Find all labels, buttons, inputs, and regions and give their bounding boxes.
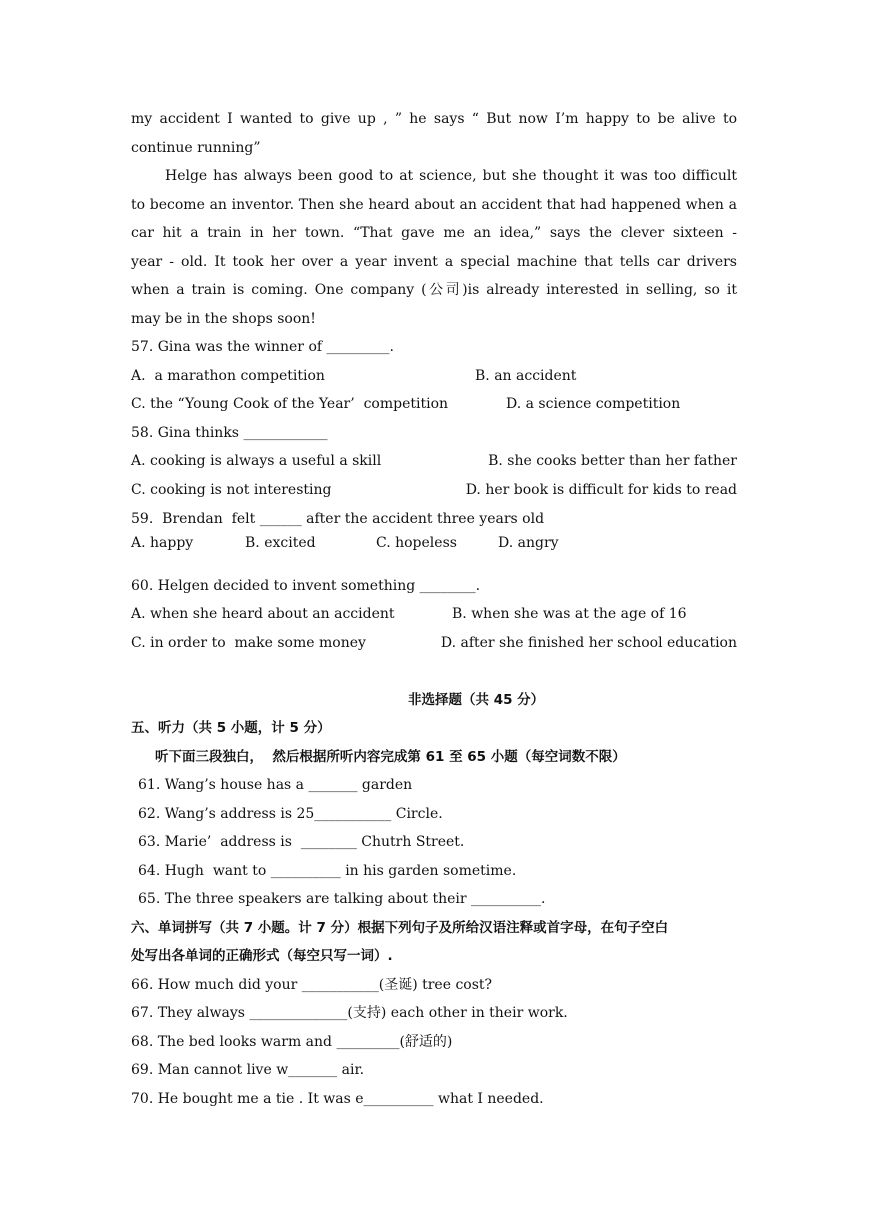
question-58-stem: 58. Gina thinks ____________	[131, 425, 328, 441]
question-58-option-c: C. cooking is not interesting	[131, 482, 332, 498]
listening-item-65: 65. The three speakers are talking about their __________.	[138, 891, 546, 907]
passage-line: my accident I wanted to give up , ” he says “ But now I’m happy to be alive to	[131, 111, 737, 127]
spelling-item-66: 66. How much did your ___________(圣诞) tree cost?	[131, 977, 493, 993]
question-59-option-b: B. excited	[245, 535, 316, 551]
question-60-option-a: A. when she heard about an accident	[131, 606, 395, 622]
passage-line: Helge has always been good to at science, but she thought it was too difficult	[165, 168, 737, 184]
spelling-item-69: 69. Man cannot live w_______ air.	[131, 1062, 365, 1078]
passage-line: to become an inventor. Then she heard about an accident that had happened when a	[131, 197, 737, 213]
listening-item-61: 61. Wang’s house has a _______ garden	[138, 777, 413, 793]
listening-instruction: 听下面三段独白， 然后根据所听内容完成第 61 至 65 小题（每空词数不限）	[155, 749, 626, 765]
passage-line: car hit a train in her town. “That gave me an idea,” says the clever sixteen -	[131, 225, 737, 241]
section-title-nonchoice: 非选择题（共 45 分）	[408, 692, 545, 708]
question-58-option-d: D. her book is difficult for kids to read	[465, 482, 737, 498]
spelling-heading: 六、单词拼写（共 7 小题。计 7 分）根据下列句子及所给汉语注释或首字母，在句子空白	[131, 920, 669, 936]
spelling-heading-cont: 处写出各单词的正确形式（每空只写一词）.	[131, 948, 393, 964]
passage-line: continue running”	[131, 140, 261, 156]
question-57-option-b: B. an accident	[475, 368, 577, 384]
question-57-option-c: C. the “Young Cook of the Year’ competition	[131, 396, 449, 412]
spelling-item-68: 68. The bed looks warm and _________(舒适的)	[131, 1034, 453, 1050]
question-57-option-d: D. a science competition	[506, 396, 681, 412]
listening-heading: 五、听力（共 5 小题，计 5 分）	[131, 720, 331, 736]
listening-item-62: 62. Wang’s address is 25___________ Circle.	[138, 806, 443, 822]
spelling-item-67: 67. They always ______________(支持) each other in their work.	[131, 1005, 568, 1021]
question-59-option-a: A. happy	[131, 535, 194, 551]
question-58-option-a: A. cooking is always a useful a skill	[131, 453, 382, 469]
passage-line: when a train is coming. One company (公司)is already interested in selling, so it	[131, 282, 737, 298]
question-57-stem: 57. Gina was the winner of _________.	[131, 339, 394, 355]
listening-item-64: 64. Hugh want to __________ in his garden sometime.	[138, 863, 517, 879]
question-57-option-a: A. a marathon competition	[131, 368, 325, 384]
passage-line: may be in the shops soon!	[131, 311, 316, 327]
question-60-option-d: D. after she finished her school education	[440, 635, 737, 651]
spelling-item-70: 70. He bought me a tie . It was e__________ what I needed.	[131, 1091, 544, 1107]
question-60-option-c: C. in order to make some money	[131, 635, 366, 651]
listening-item-63: 63. Marie’ address is ________ Chutrh Street.	[138, 834, 465, 850]
question-60-stem: 60. Helgen decided to invent something ________.	[131, 578, 481, 594]
question-59-stem: 59. Brendan felt ______ after the accident three years old	[131, 511, 545, 527]
question-59-option-c: C. hopeless	[376, 535, 457, 551]
passage-line: year - old. It took her over a year invent a special machine that tells car drivers	[131, 254, 737, 270]
question-60-option-b: B. when she was at the age of 16	[452, 606, 687, 622]
question-58-option-b: B. she cooks better than her father	[488, 453, 737, 469]
question-59-option-d: D. angry	[498, 535, 559, 551]
